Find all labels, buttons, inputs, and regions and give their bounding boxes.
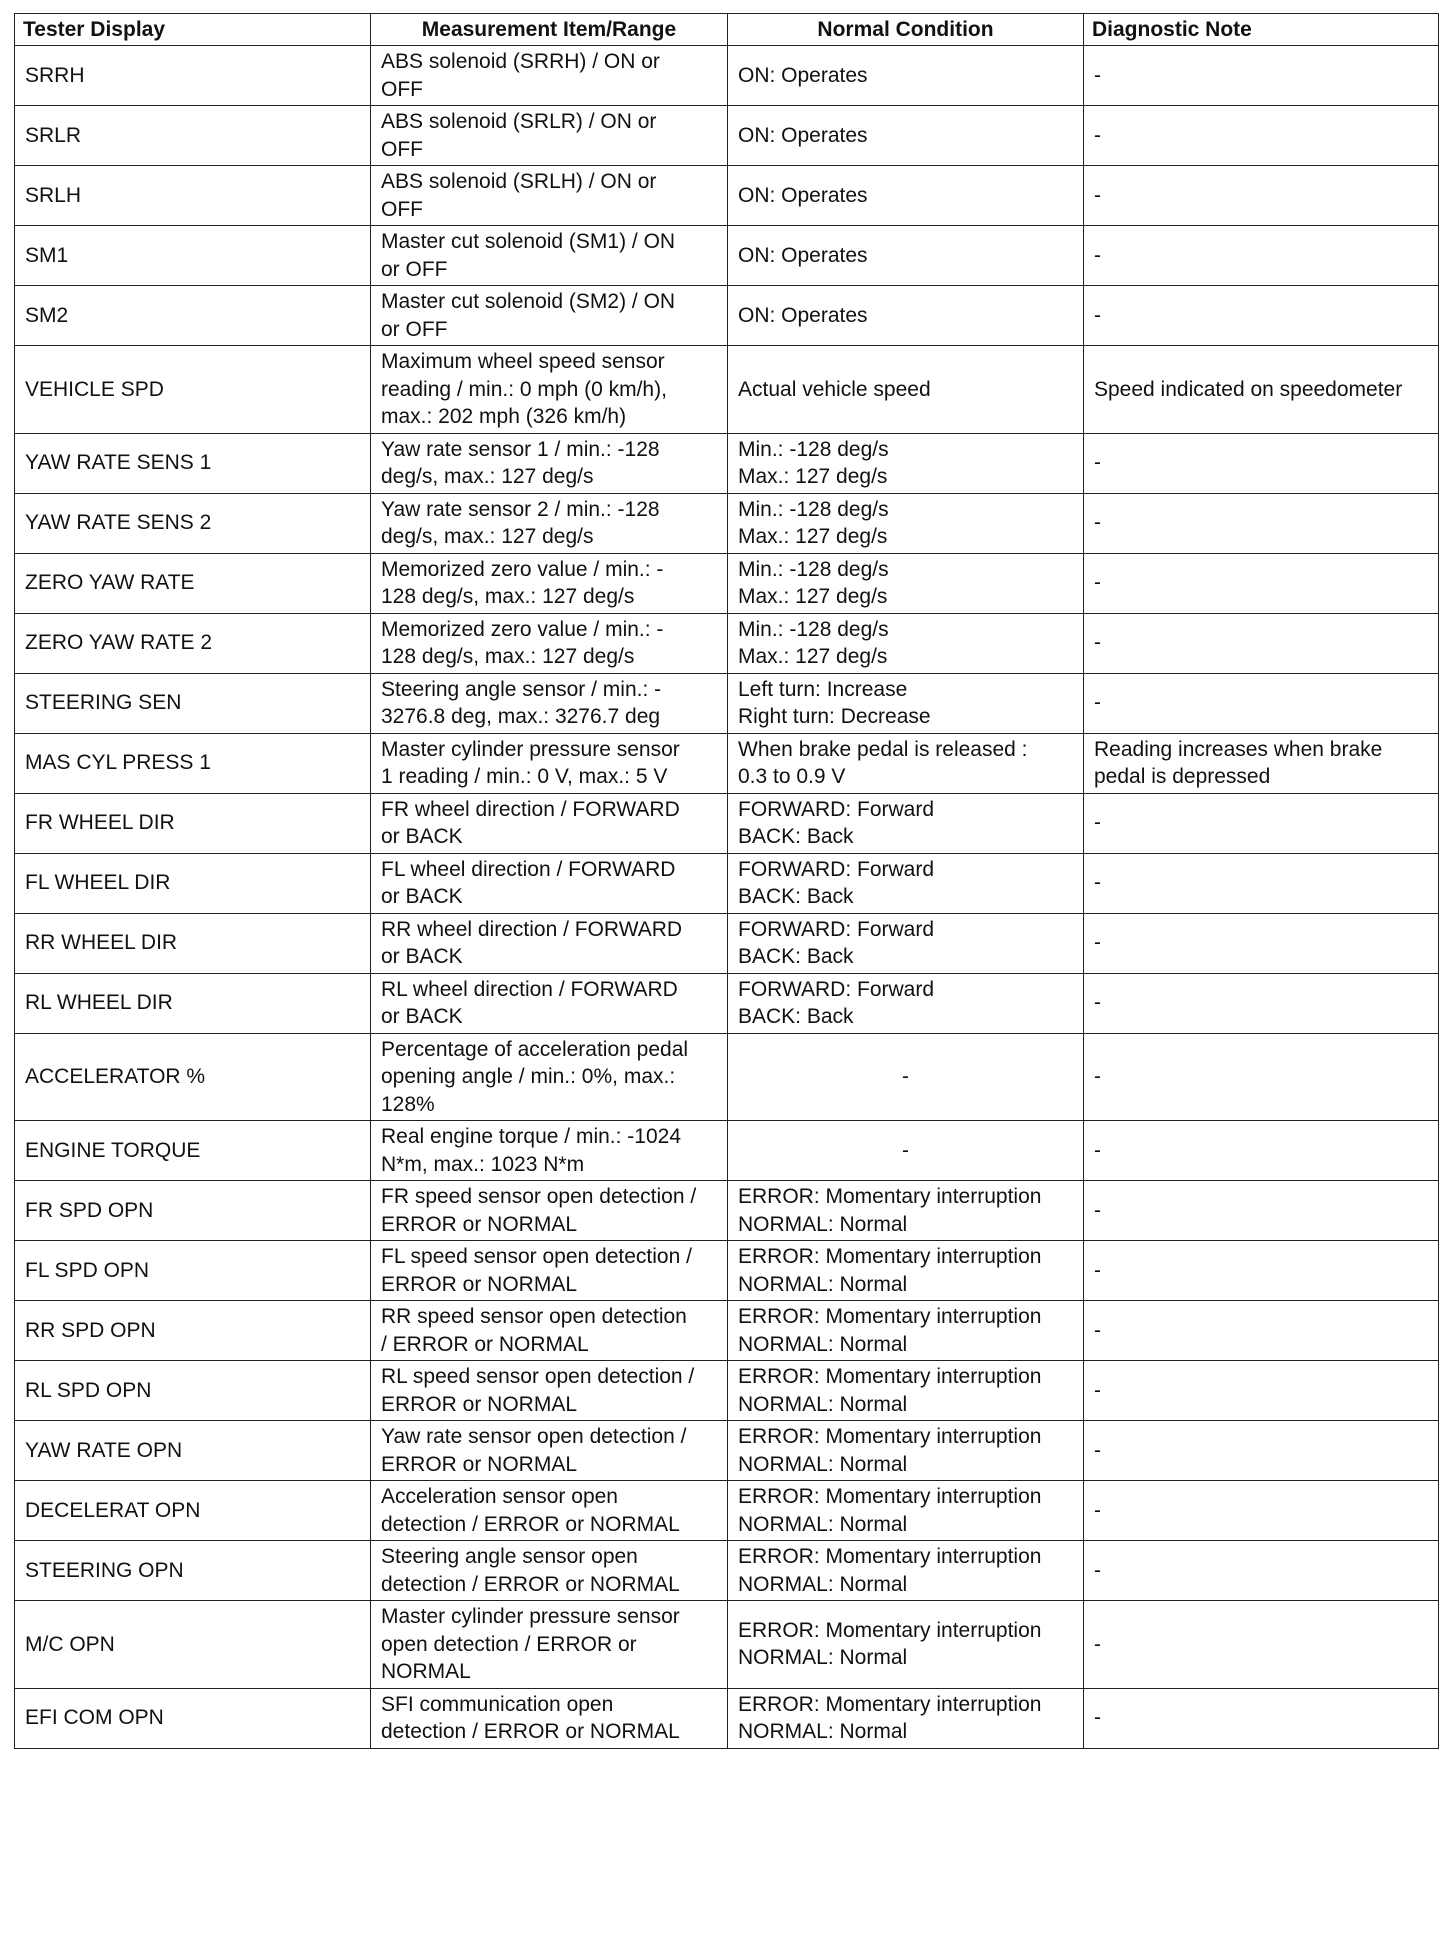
table-row [15,853,1439,913]
cell-tester-display: SM2 [15,286,371,346]
table-row [15,46,1439,106]
cell-diagnostic-note: - [1084,1241,1439,1301]
cell-diagnostic-note: - [1084,973,1439,1033]
cell-normal-condition: Left turn: Increase Right turn: Decrease [728,673,1084,733]
table-row [15,1181,1439,1241]
cell-normal-condition: - [728,1033,1084,1121]
cell-measurement-item: Steering angle sensor open detection / ERROR or NORMAL [371,1541,728,1601]
cell-measurement-item: Maximum wheel speed sensor reading / min.: 0 mph (0 km/h), max.: 202 mph (326 km/h) [371,346,728,434]
cell-measurement-item: FL wheel direction / FORWARD or BACK [371,853,728,913]
table-row [15,1241,1439,1301]
cell-tester-display: FL SPD OPN [15,1241,371,1301]
cell-measurement-item: Master cut solenoid (SM1) / ON or OFF [371,226,728,286]
cell-tester-display: RL WHEEL DIR [15,973,371,1033]
cell-normal-condition: ERROR: Momentary interruption NORMAL: Normal [728,1688,1084,1748]
cell-measurement-item: ABS solenoid (SRRH) / ON or OFF [371,46,728,106]
cell-measurement-item: Memorized zero value / min.: - 128 deg/s, max.: 127 deg/s [371,613,728,673]
table-row [15,1601,1439,1689]
cell-diagnostic-note: - [1084,1601,1439,1689]
table-row [15,913,1439,973]
header-normal-condition: Normal Condition [728,14,1084,46]
cell-diagnostic-note: - [1084,1481,1439,1541]
cell-tester-display: SRLH [15,166,371,226]
table-row [15,733,1439,793]
cell-normal-condition: ON: Operates [728,286,1084,346]
cell-diagnostic-note: - [1084,1301,1439,1361]
cell-tester-display: STEERING OPN [15,1541,371,1601]
header-measurement-item: Measurement Item/Range [371,14,728,46]
cell-diagnostic-note: - [1084,226,1439,286]
cell-diagnostic-note: - [1084,1541,1439,1601]
table-row [15,973,1439,1033]
cell-measurement-item: Yaw rate sensor open detection / ERROR or NORMAL [371,1421,728,1481]
cell-diagnostic-note: - [1084,286,1439,346]
cell-tester-display: EFI COM OPN [15,1688,371,1748]
cell-measurement-item: Master cylinder pressure sensor open detection / ERROR or NORMAL [371,1601,728,1689]
cell-measurement-item: FR wheel direction / FORWARD or BACK [371,793,728,853]
cell-diagnostic-note: - [1084,793,1439,853]
cell-tester-display: YAW RATE OPN [15,1421,371,1481]
table-row [15,226,1439,286]
table-row [15,166,1439,226]
table-row [15,1361,1439,1421]
table-row [15,1121,1439,1181]
cell-normal-condition: Min.: -128 deg/s Max.: 127 deg/s [728,613,1084,673]
cell-measurement-item: RL speed sensor open detection / ERROR or NORMAL [371,1361,728,1421]
cell-diagnostic-note: - [1084,853,1439,913]
cell-normal-condition: ERROR: Momentary interruption NORMAL: Normal [728,1481,1084,1541]
cell-tester-display: RR SPD OPN [15,1301,371,1361]
cell-measurement-item: FL speed sensor open detection / ERROR or NORMAL [371,1241,728,1301]
document-page [14,13,1438,1749]
cell-measurement-item: ABS solenoid (SRLR) / ON or OFF [371,106,728,166]
header-tester-display: Tester Display [15,14,371,46]
table-row [15,493,1439,553]
cell-diagnostic-note: Reading increases when brake pedal is depressed [1084,733,1439,793]
cell-normal-condition: - [728,1121,1084,1181]
cell-tester-display: YAW RATE SENS 1 [15,433,371,493]
cell-normal-condition: ON: Operates [728,46,1084,106]
header-diagnostic-note: Diagnostic Note [1084,14,1439,46]
cell-measurement-item: Memorized zero value / min.: - 128 deg/s, max.: 127 deg/s [371,553,728,613]
cell-normal-condition: ERROR: Momentary interruption NORMAL: Normal [728,1241,1084,1301]
cell-normal-condition: ERROR: Momentary interruption NORMAL: Normal [728,1181,1084,1241]
data-list-table [14,13,1439,1749]
cell-diagnostic-note: - [1084,1121,1439,1181]
cell-tester-display: VEHICLE SPD [15,346,371,434]
cell-measurement-item: RR wheel direction / FORWARD or BACK [371,913,728,973]
cell-normal-condition: ON: Operates [728,106,1084,166]
cell-tester-display: FL WHEEL DIR [15,853,371,913]
cell-tester-display: ACCELERATOR % [15,1033,371,1121]
cell-tester-display: ZERO YAW RATE [15,553,371,613]
cell-diagnostic-note: - [1084,166,1439,226]
cell-diagnostic-note: - [1084,46,1439,106]
cell-normal-condition: FORWARD: Forward BACK: Back [728,793,1084,853]
cell-normal-condition: When brake pedal is released : 0.3 to 0.9 V [728,733,1084,793]
cell-measurement-item: Acceleration sensor open detection / ERROR or NORMAL [371,1481,728,1541]
table-row [15,433,1439,493]
cell-measurement-item: ABS solenoid (SRLH) / ON or OFF [371,166,728,226]
cell-diagnostic-note: - [1084,1361,1439,1421]
cell-diagnostic-note: - [1084,673,1439,733]
table-row [15,1481,1439,1541]
cell-diagnostic-note: - [1084,613,1439,673]
cell-diagnostic-note: - [1084,1688,1439,1748]
cell-measurement-item: SFI communication open detection / ERROR or NORMAL [371,1688,728,1748]
table-row [15,1541,1439,1601]
cell-diagnostic-note: - [1084,433,1439,493]
cell-tester-display: RL SPD OPN [15,1361,371,1421]
cell-normal-condition: Actual vehicle speed [728,346,1084,434]
cell-tester-display: FR SPD OPN [15,1181,371,1241]
cell-tester-display: ZERO YAW RATE 2 [15,613,371,673]
table-row [15,553,1439,613]
cell-diagnostic-note: - [1084,1421,1439,1481]
cell-tester-display: MAS CYL PRESS 1 [15,733,371,793]
cell-normal-condition: FORWARD: Forward BACK: Back [728,853,1084,913]
cell-normal-condition: FORWARD: Forward BACK: Back [728,913,1084,973]
cell-tester-display: STEERING SEN [15,673,371,733]
cell-tester-display: RR WHEEL DIR [15,913,371,973]
cell-tester-display: M/C OPN [15,1601,371,1689]
table-row [15,1688,1439,1748]
cell-measurement-item: FR speed sensor open detection / ERROR or NORMAL [371,1181,728,1241]
cell-measurement-item: Yaw rate sensor 1 / min.: -128 deg/s, max.: 127 deg/s [371,433,728,493]
cell-measurement-item: Master cylinder pressure sensor 1 reading / min.: 0 V, max.: 5 V [371,733,728,793]
cell-tester-display: SRLR [15,106,371,166]
cell-normal-condition: ON: Operates [728,166,1084,226]
cell-normal-condition: FORWARD: Forward BACK: Back [728,973,1084,1033]
cell-normal-condition: ERROR: Momentary interruption NORMAL: Normal [728,1361,1084,1421]
cell-normal-condition: Min.: -128 deg/s Max.: 127 deg/s [728,553,1084,613]
table-row [15,1033,1439,1121]
cell-diagnostic-note: - [1084,553,1439,613]
table-header [15,14,1439,46]
table-body [15,46,1439,1749]
cell-diagnostic-note: - [1084,1181,1439,1241]
cell-tester-display: FR WHEEL DIR [15,793,371,853]
table-row [15,1421,1439,1481]
cell-measurement-item: RL wheel direction / FORWARD or BACK [371,973,728,1033]
cell-normal-condition: ON: Operates [728,226,1084,286]
cell-diagnostic-note: - [1084,1033,1439,1121]
cell-measurement-item: Master cut solenoid (SM2) / ON or OFF [371,286,728,346]
cell-tester-display: SRRH [15,46,371,106]
table-row [15,346,1439,434]
cell-tester-display: SM1 [15,226,371,286]
header-row [15,14,1439,46]
table-row [15,286,1439,346]
cell-diagnostic-note: - [1084,106,1439,166]
table-row [15,613,1439,673]
cell-measurement-item: Real engine torque / min.: -1024 N*m, max.: 1023 N*m [371,1121,728,1181]
cell-normal-condition: ERROR: Momentary interruption NORMAL: Normal [728,1421,1084,1481]
cell-normal-condition: Min.: -128 deg/s Max.: 127 deg/s [728,433,1084,493]
cell-diagnostic-note: Speed indicated on speedometer [1084,346,1439,434]
cell-measurement-item: Yaw rate sensor 2 / min.: -128 deg/s, max.: 127 deg/s [371,493,728,553]
table-row [15,793,1439,853]
table-row [15,106,1439,166]
cell-tester-display: DECELERAT OPN [15,1481,371,1541]
cell-normal-condition: ERROR: Momentary interruption NORMAL: Normal [728,1301,1084,1361]
cell-diagnostic-note: - [1084,493,1439,553]
table-row [15,673,1439,733]
cell-measurement-item: RR speed sensor open detection / ERROR or NORMAL [371,1301,728,1361]
cell-tester-display: ENGINE TORQUE [15,1121,371,1181]
cell-diagnostic-note: - [1084,913,1439,973]
cell-measurement-item: Percentage of acceleration pedal opening angle / min.: 0%, max.: 128% [371,1033,728,1121]
cell-measurement-item: Steering angle sensor / min.: - 3276.8 deg, max.: 3276.7 deg [371,673,728,733]
table-row [15,1301,1439,1361]
cell-normal-condition: ERROR: Momentary interruption NORMAL: Normal [728,1541,1084,1601]
cell-normal-condition: ERROR: Momentary interruption NORMAL: Normal [728,1601,1084,1689]
cell-normal-condition: Min.: -128 deg/s Max.: 127 deg/s [728,493,1084,553]
cell-tester-display: YAW RATE SENS 2 [15,493,371,553]
